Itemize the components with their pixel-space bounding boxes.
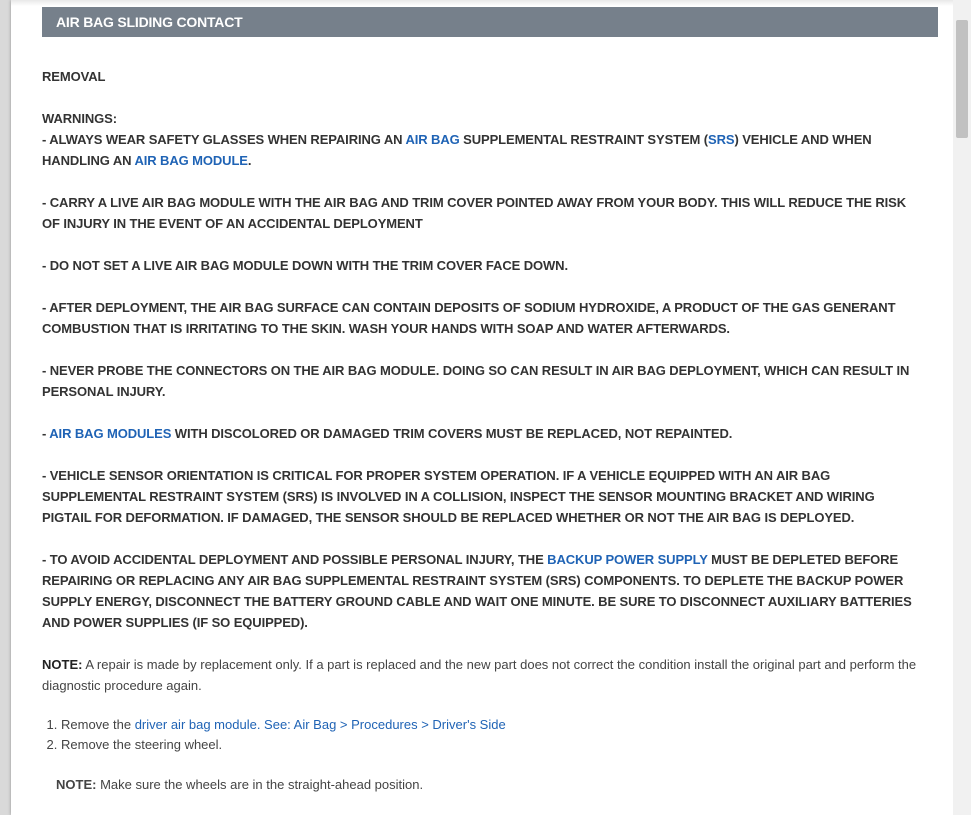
note-wheels: [42, 774, 927, 795]
reference-link[interactable]: SRS: [708, 132, 735, 147]
text-segment: ) VEHICLE AND WHEN HANDLING AN: [42, 132, 872, 168]
warning-item: [42, 465, 927, 528]
warning-item: [42, 192, 927, 234]
text-segment: - AFTER DEPLOYMENT, THE AIR BAG SURFACE CAN CONTAIN DEPOSITS OF SODIUM HYDROXIDE, A PRODUCT OF THE GAS GENERANT COMBUSTION THAT IS IRRITATING TO THE SKIN. WASH YOUR HANDS WITH SOAP AND WATER AFTERWARDS.: [42, 300, 896, 336]
procedure-step: [61, 735, 927, 755]
section-title: AIR BAG SLIDING CONTACT: [56, 14, 243, 30]
section-header: [42, 7, 938, 37]
procedure-steps: [42, 715, 927, 755]
text-segment: - DO NOT SET A LIVE AIR BAG MODULE DOWN WITH THE TRIM COVER FACE DOWN.: [42, 258, 568, 273]
vertical-scrollbar[interactable]: [953, 0, 971, 815]
reference-link[interactable]: AIR BAG: [405, 132, 460, 147]
top-shadow: [11, 0, 953, 6]
text-segment: WITH DISCOLORED OR DAMAGED TRIM COVERS MUST BE REPLACED, NOT REPAINTED.: [171, 426, 733, 441]
text-segment: Remove the: [61, 717, 135, 732]
warnings-list: [42, 129, 927, 633]
text-segment: - VEHICLE SENSOR ORIENTATION IS CRITICAL FOR PROPER SYSTEM OPERATION. IF A VEHICLE EQUIPPED WITH AN AIR BAG SUPPLEMENTAL RESTRAINT SYSTEM (SRS) IS INVOLVED IN A COLLISION, INSPECT THE SENSOR MOUNTING BRACKET AND WIRING PIGTAIL FOR DEFORMATION. IF DAMAGED, THE SENSOR SHOULD BE REPLACED WHETHER OR NOT THE AIR BAG IS DEPLOYED.: [42, 468, 875, 525]
text-segment: - TO AVOID ACCIDENTAL DEPLOYMENT AND POSSIBLE PERSONAL INJURY, THE: [42, 552, 548, 567]
document-content: [42, 66, 927, 795]
scrollbar-thumb[interactable]: [956, 20, 968, 138]
warning-item: [42, 423, 927, 444]
note-text: Make sure the wheels are in the straight-ahead position.: [96, 777, 424, 792]
reference-link[interactable]: AIR BAG MODULES: [49, 426, 172, 441]
reference-link[interactable]: AIR BAG MODULE: [134, 153, 248, 168]
warning-item: [42, 129, 927, 171]
text-segment: - NEVER PROBE THE CONNECTORS ON THE AIR BAG MODULE. DOING SO CAN RESULT IN AIR BAG DEPLOYMENT, WHICH CAN RESULT IN PERSONAL INJURY.: [42, 363, 910, 399]
warning-item: [42, 255, 927, 276]
text-segment: -: [42, 426, 50, 441]
warning-item: [42, 360, 927, 402]
text-segment: Remove the steering wheel.: [61, 737, 223, 752]
note-label: NOTE:: [42, 657, 83, 672]
warning-item: [42, 549, 927, 633]
document-panel: [11, 0, 953, 815]
text-segment: - ALWAYS WEAR SAFETY GLASSES WHEN REPAIRING AN: [42, 132, 406, 147]
text-segment: .: [247, 153, 252, 168]
reference-link[interactable]: BACKUP POWER SUPPLY: [547, 552, 708, 567]
note-repair: [42, 654, 927, 696]
text-segment: MUST BE DEPLETED BEFORE REPAIRING OR REPLACING ANY AIR BAG SUPPLEMENTAL RESTRAINT SYSTEM (SRS) COMPONENTS. TO DEPLETE THE BACKUP POWER SUPPLY ENERGY, DISCONNECT THE BATTERY GROUND CABLE AND WAIT ONE MINUTE. BE SURE TO DISCONNECT AUXILIARY BATTERIES AND POWER SUPPLIES (IF SO EQUIPPED).: [42, 552, 912, 630]
removal-label: REMOVAL: [42, 69, 106, 84]
note-label: NOTE:: [56, 777, 97, 792]
warning-item: [42, 297, 927, 339]
text-segment: SUPPLEMENTAL RESTRAINT SYSTEM (: [459, 132, 709, 147]
warnings-label: WARNINGS:: [42, 111, 117, 126]
procedure-step: [61, 715, 927, 735]
reference-link[interactable]: driver air bag module. See: Air Bag > Procedures > Driver's Side: [134, 717, 506, 732]
text-segment: - CARRY A LIVE AIR BAG MODULE WITH THE AIR BAG AND TRIM COVER POINTED AWAY FROM YOUR BODY. THIS WILL REDUCE THE RISK OF INJURY IN THE EVENT OF AN ACCIDENTAL DEPLOYMENT: [42, 195, 907, 231]
note-text: A repair is made by replacement only. If a part is replaced and the new part does not correct the condition install the original part and perform the diagnostic procedure again.: [42, 657, 917, 693]
